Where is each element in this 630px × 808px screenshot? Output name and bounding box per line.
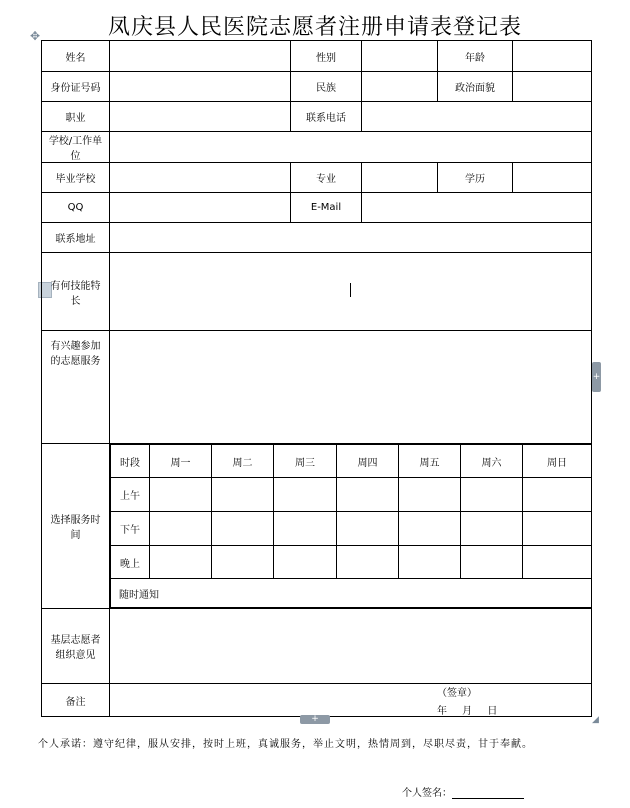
input-name[interactable] bbox=[110, 41, 291, 72]
label-occupation: 职业 bbox=[42, 102, 110, 132]
schedule-slot[interactable] bbox=[212, 546, 274, 579]
schedule-period-morning: 上午 bbox=[111, 478, 150, 512]
schedule-slot[interactable] bbox=[150, 546, 212, 579]
schedule-header-sat: 周六 bbox=[461, 445, 523, 478]
signature-line[interactable] bbox=[452, 788, 524, 799]
schedule-header-period: 时段 bbox=[111, 445, 150, 478]
move-handle-icon[interactable]: ✥ bbox=[30, 29, 41, 43]
input-school-work[interactable] bbox=[110, 132, 592, 163]
schedule-slot[interactable] bbox=[523, 546, 592, 579]
schedule-header-tue: 周二 bbox=[212, 445, 274, 478]
label-phone: 联系电话 bbox=[291, 102, 362, 132]
signature-label: 个人签名： bbox=[402, 788, 452, 799]
input-qq[interactable] bbox=[110, 193, 291, 223]
input-education[interactable] bbox=[513, 163, 592, 193]
schedule-slot[interactable] bbox=[399, 546, 461, 579]
label-school-work: 学校/工作单位 bbox=[42, 132, 110, 163]
label-interests: 有兴趣参加的志愿服务 bbox=[42, 331, 110, 444]
schedule-slot[interactable] bbox=[337, 478, 399, 512]
schedule-on-call[interactable]: 随时通知 bbox=[111, 579, 592, 608]
label-org-opinion: 基层志愿者组织意见 bbox=[42, 609, 110, 684]
schedule-slot[interactable] bbox=[461, 512, 523, 546]
schedule-period-afternoon: 下午 bbox=[111, 512, 150, 546]
input-remarks[interactable] bbox=[110, 684, 592, 717]
schedule-slot[interactable] bbox=[337, 512, 399, 546]
personal-promise: 个人承诺：遵守纪律，服从安排，按时上班，真诚服务，举止文明，热情周到，尽职尽责，甘于奉献。 bbox=[38, 739, 533, 750]
schedule-slot[interactable] bbox=[150, 512, 212, 546]
input-interests[interactable] bbox=[110, 331, 592, 444]
schedule-header-wed: 周三 bbox=[274, 445, 337, 478]
schedule-slot[interactable] bbox=[150, 478, 212, 512]
label-education: 学历 bbox=[438, 163, 513, 193]
resize-icon[interactable]: ◢ bbox=[592, 715, 599, 725]
input-id-number[interactable] bbox=[110, 72, 291, 102]
input-graduated-school[interactable] bbox=[110, 163, 291, 193]
schedule-slot[interactable] bbox=[461, 546, 523, 579]
input-age[interactable] bbox=[513, 41, 592, 72]
label-skills: 有何技能特长 bbox=[42, 253, 110, 331]
date-label: 年 月 日 bbox=[437, 706, 498, 717]
schedule-slot[interactable] bbox=[399, 512, 461, 546]
schedule-slot[interactable] bbox=[274, 478, 337, 512]
schedule-slot[interactable] bbox=[212, 512, 274, 546]
label-name: 姓名 bbox=[42, 41, 110, 72]
text-cursor bbox=[350, 283, 351, 297]
label-ethnicity: 民族 bbox=[291, 72, 362, 102]
label-address: 联系地址 bbox=[42, 223, 110, 253]
label-age: 年龄 bbox=[438, 41, 513, 72]
schedule-header-fri: 周五 bbox=[399, 445, 461, 478]
input-major[interactable] bbox=[362, 163, 438, 193]
schedule-period-evening: 晚上 bbox=[111, 546, 150, 579]
plus-icon[interactable]: + bbox=[300, 715, 330, 724]
schedule-header-mon: 周一 bbox=[150, 445, 212, 478]
seal-label: （签章） bbox=[437, 688, 477, 699]
label-major: 专业 bbox=[291, 163, 362, 193]
label-qq: QQ bbox=[42, 193, 110, 223]
schedule-table bbox=[110, 444, 592, 608]
plus-icon[interactable]: + bbox=[592, 362, 601, 392]
input-phone[interactable] bbox=[362, 102, 592, 132]
schedule-header-sun: 周日 bbox=[523, 445, 592, 478]
label-remarks: 备注 bbox=[42, 684, 110, 717]
input-gender[interactable] bbox=[362, 41, 438, 72]
label-email: E-Mail bbox=[291, 193, 362, 223]
input-occupation[interactable] bbox=[110, 102, 291, 132]
label-political-status: 政治面貌 bbox=[438, 72, 513, 102]
form-title: 凤庆县人民医院志愿者注册申请表登记表 bbox=[107, 15, 522, 40]
label-gender: 性别 bbox=[291, 41, 362, 72]
input-org-opinion[interactable] bbox=[110, 609, 592, 717]
signature-area bbox=[402, 784, 524, 799]
input-political-status[interactable] bbox=[513, 72, 592, 102]
label-graduated-school: 毕业学校 bbox=[42, 163, 110, 193]
schedule-slot[interactable] bbox=[523, 512, 592, 546]
label-service-time: 选择服务时间 bbox=[42, 444, 110, 609]
input-email[interactable] bbox=[362, 193, 592, 223]
schedule-slot[interactable] bbox=[337, 546, 399, 579]
input-ethnicity[interactable] bbox=[362, 72, 438, 102]
schedule-slot[interactable] bbox=[461, 478, 523, 512]
schedule-slot[interactable] bbox=[399, 478, 461, 512]
label-id-number: 身份证号码 bbox=[42, 72, 110, 102]
schedule-slot[interactable] bbox=[274, 512, 337, 546]
schedule-header-thu: 周四 bbox=[337, 445, 399, 478]
input-address[interactable] bbox=[110, 223, 592, 253]
registration-table bbox=[41, 40, 592, 717]
schedule-slot[interactable] bbox=[523, 478, 592, 512]
schedule-slot[interactable] bbox=[274, 546, 337, 579]
schedule-slot[interactable] bbox=[212, 478, 274, 512]
schedule-cell bbox=[110, 444, 592, 609]
